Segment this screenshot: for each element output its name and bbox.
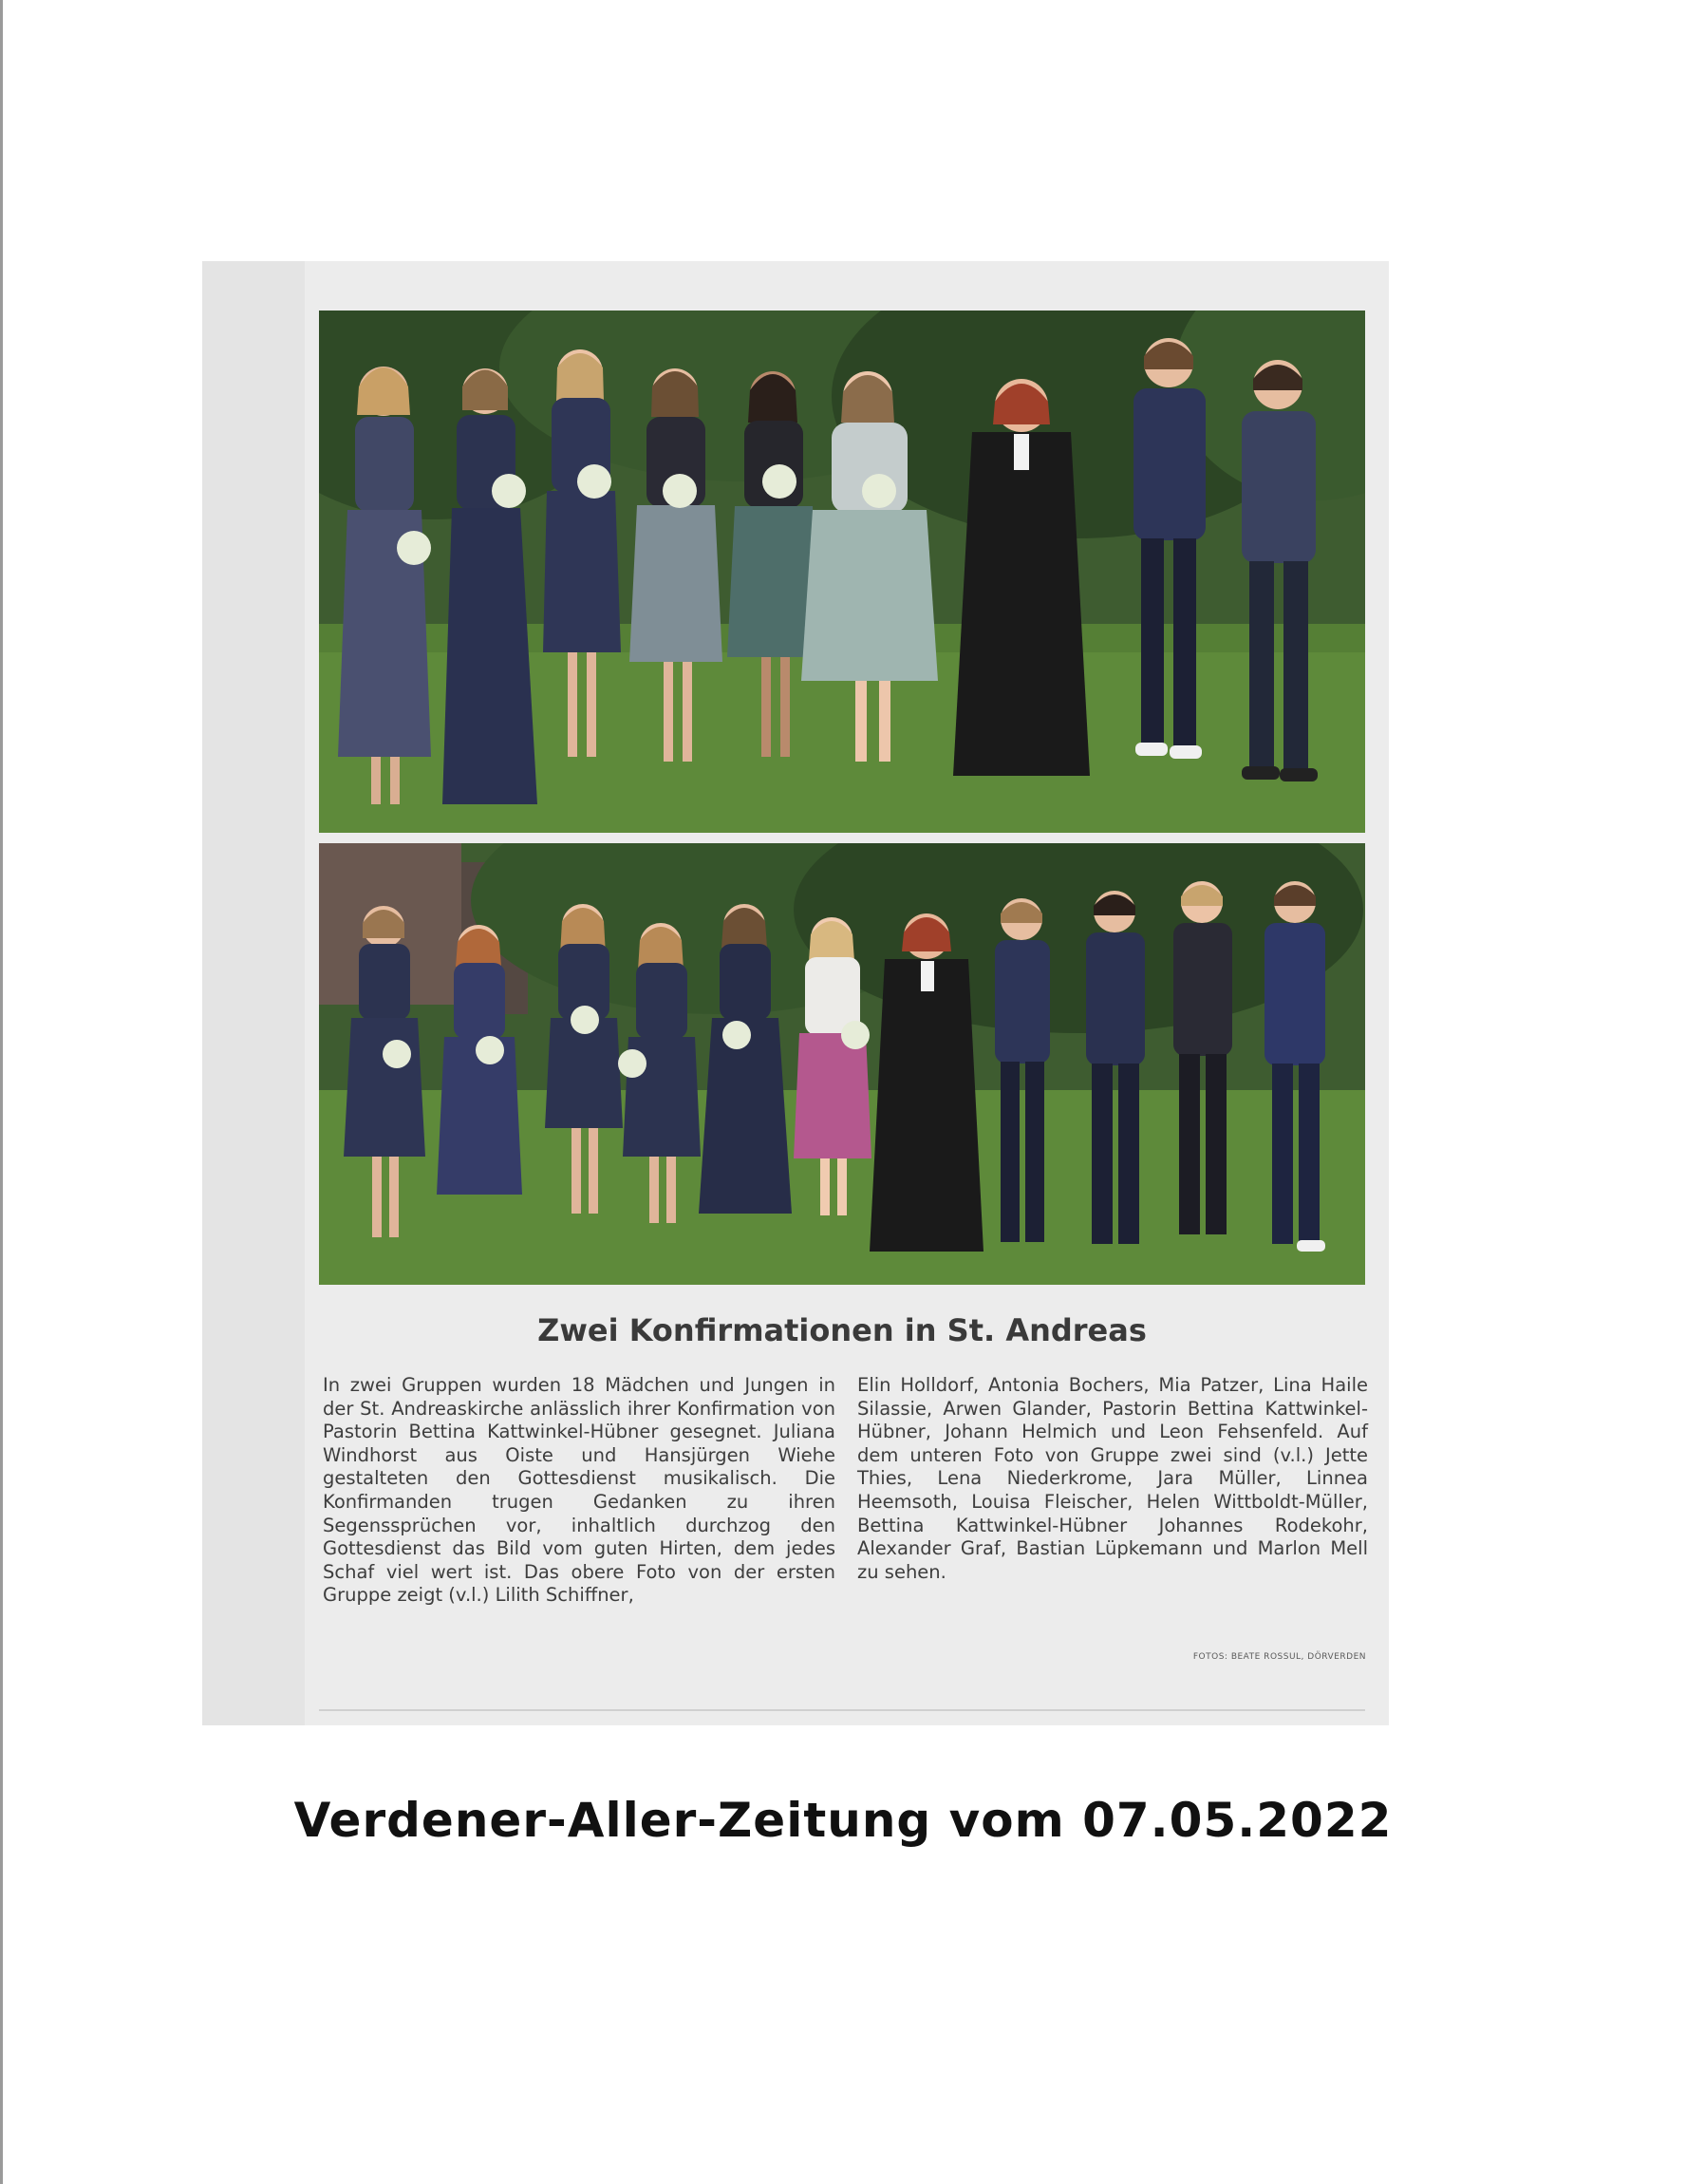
newspaper-clipping: [202, 261, 1389, 1725]
article-column-right: Elin Holldorf, Antonia Bochers, Mia Patzer, Lina Haile Silassie, Arwen Glander, Pastorin Bettina Kattwinkel-Hübner, Johann Helmich und Leon Fehsenfeld. Auf dem unteren Foto von Gruppe zwei sind (v.l.) Jette Thies, Lena Niederkrome, Jara Müller, Linnea Heemsoth, Louisa Fleischer, Helen Wittboldt-Müller, Bettina Kattwinkel-Hübner Johannes Rodekohr, Alexander Graf, Bastian Lüpkemann und Marlon Mell zu sehen.: [857, 1374, 1368, 1583]
photo-group-one: [319, 311, 1365, 833]
source-caption: Verdener-Aller-Zeitung vom 07.05.2022: [293, 1793, 1393, 1848]
article-title: Zwei Konfirmationen in St. Andreas: [537, 1312, 1147, 1348]
clipping-bottom-rule: [319, 1709, 1365, 1711]
photo-credit: FOTOS: BEATE ROSSUL, DÖRVERDEN: [1192, 1652, 1366, 1662]
photo-group-two: [319, 843, 1365, 1285]
article-column-left: In zwei Gruppen wurden 18 Mädchen und Jungen in der St. Andreaskirche anlässlich ihrer Konfirmation von Pastorin Bettina Kattwinkel-Hübner gesegnet. Juliana Windhorst aus Oiste und Hansjürgen Wiehe gestalteten den Gottesdienst musikalisch. Die Konfirmanden trugen Gedanken zu ihren Segenssprüchen vor, inhaltlich durchzog den Gottesdienst das Bild vom guten Hirten, dem jedes Schaf viel wert ist. Das obere Foto von der ersten Gruppe zeigt (v.l.) Lilith Schiffner,: [323, 1374, 835, 1607]
clipping-shadow: [202, 261, 305, 1725]
page-left-edge: [0, 0, 3, 2184]
